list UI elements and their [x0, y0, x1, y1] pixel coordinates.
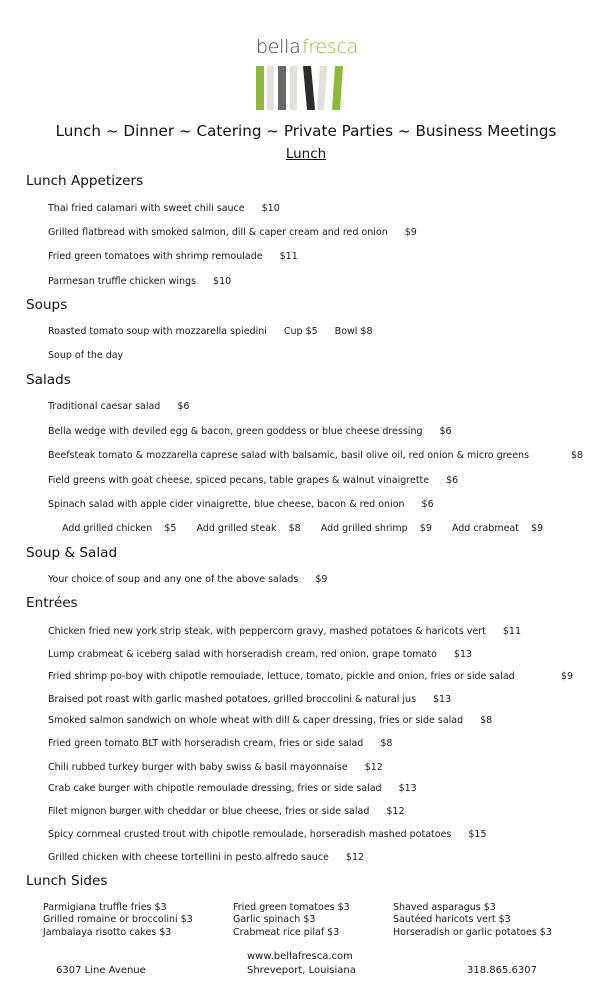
menu-item: Grilled flatbread with smoked salmon, dill & caper cream and red onion $9: [48, 227, 417, 238]
menu-item: Fried green tomato BLT with horseradish cream, fries or side salad $8: [48, 738, 393, 749]
logo-bars-graphic: [252, 64, 360, 112]
menu-item: Grilled chicken with cheese tortellini in pesto alfredo sauce $12: [48, 852, 365, 863]
tagline: Lunch ~ Dinner ~ Catering ~ Private Parties ~ Business Meetings: [55, 122, 557, 140]
footer-city: Shreveport, Louisiana: [247, 965, 356, 976]
side-item: Grilled romaine or broccolini $3: [43, 914, 193, 926]
logo-bar: [256, 66, 264, 110]
menu-item: Bella wedge with deviled egg & bacon, green goddess or blue cheese dressing $6: [48, 426, 452, 437]
menu-item: Soup of the day: [48, 350, 124, 361]
menu-item: Crab cake burger with chipotle remoulade dressing, fries or side salad $13: [48, 783, 417, 794]
menu-item: Filet mignon burger with cheddar or blue cheese, fries or side salad $12: [48, 806, 405, 817]
addon-item: Add crabmeat $9: [451, 523, 544, 534]
side-item: Fried green tomatoes $3: [233, 902, 350, 913]
menu-title: Lunch: [285, 146, 327, 162]
addon-item: Add grilled steak $8: [196, 523, 301, 534]
menu-item: Parmesan truffle chicken wings $10: [48, 276, 232, 287]
menu-item: Lump crabmeat & iceberg salad with horseradish cream, red onion, grape tomato $13: [48, 649, 473, 660]
section-title-soups: Soups: [26, 297, 68, 313]
menu-item-price: $8: [571, 450, 584, 461]
footer-phone: 318.865.6307: [467, 965, 537, 976]
logo-word-fresca: fresca: [302, 36, 358, 58]
section-title-appetizers: Lunch Appetizers: [26, 173, 144, 189]
menu-item: Beefsteak tomato & mozzarella caprese salad with balsamic, basil olive oil, red onion & micro greens: [48, 450, 530, 461]
bella-fresca-logo: [252, 36, 360, 112]
addon-item: Add grilled shrimp $9: [320, 523, 432, 534]
sides-column-2: [233, 902, 350, 939]
side-item: Shaved asparagus $3: [393, 902, 496, 913]
menu-item: Chicken fried new york strip steak, with peppercorn gravy, mashed potatoes & haricots vert $11: [48, 626, 521, 637]
menu-item: Spinach salad with apple cider vinaigrette, blue cheese, bacon & red onion $6: [48, 499, 434, 510]
menu-item: Your choice of soup and any one of the above salads $9: [48, 574, 328, 585]
side-item: Horseradish or garlic potatoes $3: [393, 926, 552, 938]
logo-bar: [290, 66, 297, 110]
side-item: Jambalaya risotto cakes $3: [43, 926, 172, 938]
sides-column-3: [393, 902, 552, 939]
menu-item: Roasted tomato soup with mozzarella spiedini Cup $5 Bowl $8: [48, 326, 373, 337]
menu-item: Spicy cornmeal crusted trout with chipotle remoulade, horseradish mashed potatoes $15: [48, 829, 487, 840]
section-title-sides: Lunch Sides: [26, 873, 108, 889]
side-item: Sautéed haricots vert $3: [393, 914, 511, 926]
section-title-soup-salad: Soup & Salad: [26, 545, 118, 561]
side-item: Parmigiana truffle fries $3: [43, 902, 167, 913]
section-title-salads: Salads: [26, 372, 71, 388]
menu-item-price: $9: [561, 671, 574, 682]
menu-item: Field greens with goat cheese, spiced pecans, table grapes & walnut vinaigrette $6: [48, 475, 459, 486]
logo-bar: [332, 66, 343, 110]
menu-item: Thai fried calamari with sweet chili sauce $10: [48, 203, 280, 214]
section-title-entrees: Entrées: [26, 595, 78, 611]
sides-column-1: [43, 902, 193, 939]
logo-word-bella: bella: [256, 36, 301, 58]
menu-item: Fried shrimp po-boy with chipotle remoulade, lettuce, tomato, pickle and onion, fries or side salad: [48, 671, 515, 682]
menu-item: Braised pot roast with garlic mashed potatoes, grilled broccolini & natural jus $13: [48, 694, 452, 705]
menu-item: Chili rubbed turkey burger with baby swiss & basil mayonnaise $12: [48, 762, 383, 773]
salad-addons: [62, 523, 560, 534]
menu-item: Smoked salmon sandwich on whole wheat with dill & caper dressing, fries or side salad $8: [48, 715, 493, 726]
logo-bar: [303, 66, 315, 110]
logo-bar: [267, 66, 274, 110]
side-item: Crabmeat rice pilaf $3: [233, 926, 340, 938]
menu-item: Traditional caesar salad $6: [48, 401, 190, 412]
footer-website[interactable]: www.bellafresca.com: [247, 951, 353, 962]
addon-item: Add grilled chicken $5: [62, 523, 177, 534]
menu-item: Fried green tomatoes with shrimp remoulade $11: [48, 251, 298, 262]
side-item: Garlic spinach $3: [233, 914, 316, 926]
footer-address: 6307 Line Avenue: [56, 965, 146, 976]
logo-bar: [278, 66, 286, 110]
logo-bar: [317, 66, 327, 110]
